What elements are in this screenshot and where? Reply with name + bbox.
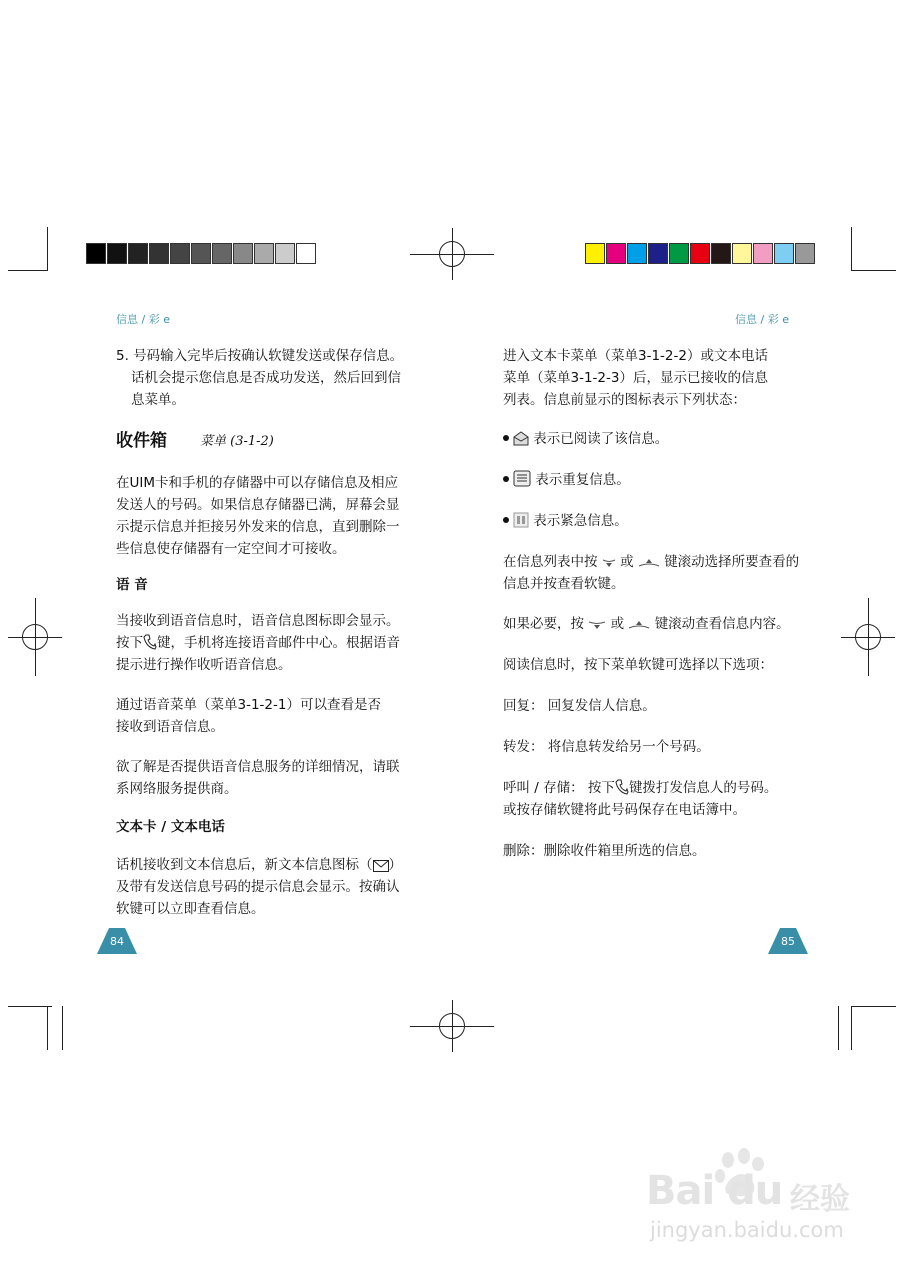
color-swatch bbox=[690, 243, 710, 264]
crop-mark bbox=[852, 270, 896, 271]
grayscale-swatch bbox=[275, 243, 295, 264]
read-message-icon bbox=[513, 431, 529, 446]
option-reply: 回复： 回复发信人信息。 bbox=[503, 698, 656, 714]
intro-line-1: 进入文本卡菜单（菜单3-1-2-2）或文本电话 bbox=[503, 348, 768, 364]
grayscale-swatch bbox=[233, 243, 253, 264]
grayscale-swatch bbox=[86, 243, 106, 264]
grayscale-calibration-bar bbox=[86, 243, 317, 264]
inbox-menu-number: 菜单 (3-1-2) bbox=[200, 434, 274, 449]
grayscale-swatch bbox=[296, 243, 316, 264]
page-number-left bbox=[97, 928, 137, 954]
page-number-left-text: 84 bbox=[110, 935, 124, 948]
bullet-read-text: 表示已阅读了该信息。 bbox=[533, 431, 669, 447]
if-needed-text-b: 或 bbox=[610, 616, 625, 632]
step-5-line-3: 息菜单。 bbox=[131, 392, 185, 408]
scroll-text-c: 键滚动选择所要查看的 bbox=[664, 554, 800, 570]
if-needed-text-c: 键滚动查看信息内容。 bbox=[654, 616, 790, 632]
color-swatch bbox=[606, 243, 626, 264]
bullet-urgent-text: 表示紧急信息。 bbox=[533, 513, 628, 529]
bullet-dot bbox=[503, 517, 509, 523]
color-swatch bbox=[585, 243, 605, 264]
color-swatch bbox=[732, 243, 752, 264]
scroll-line-2: 信息并按查看软键。 bbox=[503, 576, 625, 592]
text-paragraph-line-3: 软键可以立即查看信息。 bbox=[116, 901, 265, 917]
watermark-cn: 经验 bbox=[790, 1182, 850, 1217]
text-phone-heading: 文本卡 / 文本电话 bbox=[116, 819, 225, 835]
crop-mark bbox=[8, 1006, 52, 1007]
bullet-urgent bbox=[503, 510, 628, 532]
text-paragraph-line-2: 及带有发送信息号码的提示信息会显示。按确认 bbox=[116, 879, 400, 895]
bullet-repeat-text: 表示重复信息。 bbox=[535, 472, 630, 488]
color-swatch bbox=[711, 243, 731, 264]
voice-heading: 语 音 bbox=[116, 577, 148, 593]
grayscale-swatch bbox=[170, 243, 190, 264]
watermark-brand: Bai du bbox=[646, 1168, 783, 1214]
voice-text-b: 键，手机将连接语音邮件中心。根据语音 bbox=[157, 635, 400, 651]
if-needed-line bbox=[503, 613, 790, 635]
bullet-repeat bbox=[503, 469, 630, 491]
watermark-url: jingyan.baidu.com bbox=[650, 1218, 844, 1242]
page-header-left: 信息 / 彩 e bbox=[116, 313, 170, 326]
text-paragraph-a: 话机接收到文本信息后，新文本信息图标（ bbox=[116, 857, 373, 873]
color-swatch bbox=[774, 243, 794, 264]
voice-text-a: 按下 bbox=[116, 635, 143, 651]
up-navigation-key-icon bbox=[638, 557, 660, 569]
inbox-paragraph-line-3: 示提示信息并拒接另外发来的信息，直到删除一 bbox=[116, 519, 400, 535]
color-swatch bbox=[753, 243, 773, 264]
call-key-icon bbox=[143, 634, 157, 650]
option-forward: 转发： 将信息转发给另一个号码。 bbox=[503, 739, 710, 755]
grayscale-swatch bbox=[149, 243, 169, 264]
voice-paragraph-line-3: 提示进行操作收听语音信息。 bbox=[116, 657, 292, 673]
crop-mark bbox=[838, 1006, 839, 1050]
read-options-line: 阅读信息时，按下菜单软键可选择以下选项： bbox=[503, 657, 773, 673]
scroll-text-b: 或 bbox=[620, 554, 634, 570]
call-save-text-b: 键拨打发信息人的号码。 bbox=[628, 780, 778, 796]
bullet-dot bbox=[503, 435, 509, 441]
grayscale-swatch bbox=[254, 243, 274, 264]
page-number-right-text: 85 bbox=[781, 935, 795, 948]
call-save-text-a: 呼叫 / 存储： 按下 bbox=[503, 780, 615, 796]
grayscale-swatch bbox=[107, 243, 127, 264]
text-paragraph-line-1 bbox=[116, 854, 402, 876]
intro-line-3: 列表。信息前显示的图标表示下列状态： bbox=[503, 392, 746, 408]
text-paragraph-b: ） bbox=[388, 857, 402, 873]
crop-mark bbox=[62, 1006, 63, 1050]
voice-menu-line-2: 接收到语音信息。 bbox=[116, 719, 224, 735]
crop-mark bbox=[47, 227, 48, 271]
scroll-line-1 bbox=[503, 551, 799, 573]
voice-menu-line-1: 通过语音菜单（菜单3-1-2-1）可以查看是否 bbox=[116, 697, 381, 713]
crop-mark bbox=[47, 1006, 48, 1050]
grayscale-swatch bbox=[128, 243, 148, 264]
scroll-text-a: 在信息列表中按 bbox=[503, 554, 598, 570]
page-header-right: 信息 / 彩 e bbox=[735, 313, 789, 326]
inbox-paragraph-line-4: 些信息使存储器有一定空间才可接收。 bbox=[116, 541, 346, 557]
color-swatch bbox=[648, 243, 668, 264]
grayscale-swatch bbox=[191, 243, 211, 264]
voice-service-line-2: 系网络服务提供商。 bbox=[116, 781, 238, 797]
crop-mark bbox=[851, 227, 852, 271]
down-navigation-key-icon bbox=[602, 557, 616, 569]
down-navigation-key-icon bbox=[588, 619, 606, 631]
bullet-dot bbox=[503, 476, 509, 482]
up-navigation-key-icon bbox=[628, 619, 650, 631]
voice-paragraph-line-2 bbox=[116, 632, 400, 654]
step-5-line-2: 话机会提示您信息是否成功发送，然后回到信 bbox=[131, 370, 401, 386]
bullet-read bbox=[503, 428, 668, 450]
inbox-heading: 收件箱 bbox=[116, 431, 167, 451]
if-needed-text-a: 如果必要，按 bbox=[503, 616, 584, 632]
option-delete: 删除：删除收件箱里所选的信息。 bbox=[503, 843, 706, 859]
inbox-paragraph-line-2: 发送人的号码。如果信息存储器已满，屏幕会显 bbox=[116, 497, 400, 513]
color-swatch bbox=[795, 243, 815, 264]
new-text-message-icon bbox=[373, 860, 389, 872]
call-key-icon bbox=[615, 779, 629, 795]
inbox-paragraph-line-1: 在UIM卡和手机的存储器中可以存储信息及相应 bbox=[116, 475, 399, 491]
option-call-save-line-2: 或按存储软键将此号码保存在电话簿中。 bbox=[503, 802, 746, 818]
color-swatch bbox=[627, 243, 647, 264]
urgent-message-icon bbox=[513, 512, 529, 528]
repeat-message-icon bbox=[513, 470, 531, 487]
crop-mark bbox=[851, 1006, 852, 1050]
intro-line-2: 菜单（菜单3-1-2-3）后，显示已接收的信息 bbox=[503, 370, 768, 386]
crop-mark bbox=[8, 270, 48, 271]
page-number-right bbox=[768, 928, 808, 954]
grayscale-swatch bbox=[212, 243, 232, 264]
voice-service-line-1: 欲了解是否提供语音信息服务的详细情况，请联 bbox=[116, 759, 400, 775]
crop-mark bbox=[852, 1006, 896, 1007]
voice-paragraph-line-1: 当接收到语音信息时，语音信息图标即会显示。 bbox=[116, 613, 400, 629]
option-call-save bbox=[503, 777, 777, 799]
color-swatch bbox=[669, 243, 689, 264]
color-calibration-bar bbox=[585, 243, 816, 264]
step-5-line-1: 5. 号码输入完毕后按确认软键发送或保存信息。 bbox=[116, 348, 404, 364]
